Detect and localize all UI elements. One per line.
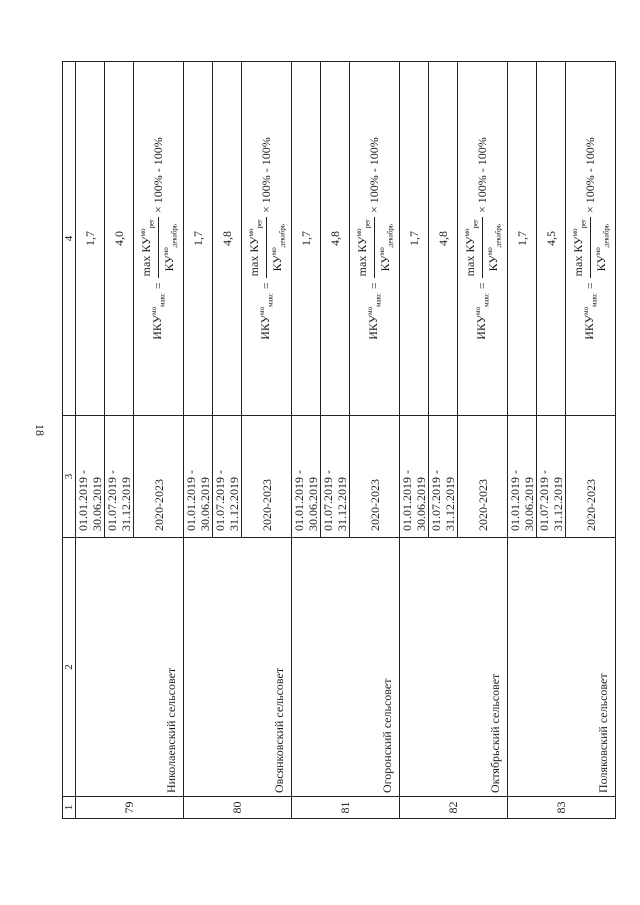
formula-fraction: [352, 217, 398, 278]
header-col-4: 4: [63, 62, 76, 416]
formula-tail: × 100% - 100%: [259, 137, 273, 213]
formula-tail: × 100% - 100%: [151, 137, 165, 213]
header-col-2: 2: [63, 538, 76, 797]
settlement-name: Овсянковский сельсовет: [184, 538, 292, 797]
period-cell: 01.07.2019 - 31.12.2019: [429, 416, 458, 538]
formula: [352, 137, 398, 340]
formula: [244, 137, 290, 340]
formula-lhs: $ИКУ^{мо}_{макс}$: [258, 293, 275, 340]
value-cell: 1,7: [76, 62, 105, 416]
formula-denominator: $КУ^{мо}_{декабрь}$: [594, 223, 611, 272]
table-row: [76, 62, 105, 819]
period-cell: 01.07.2019 - 31.12.2019: [537, 416, 566, 538]
formula-equals: =: [475, 282, 489, 290]
formula-lhs: $ИКУ^{мо}_{макс}$: [582, 293, 599, 340]
formula-denominator: $КУ^{мо}_{декабрь}$: [378, 223, 395, 272]
tariff-table: [62, 61, 616, 819]
period-cell: 01.07.2019 - 31.12.2019: [105, 416, 134, 538]
row-number: 81: [292, 797, 400, 819]
settlement-name: Николаевский сельсовет: [76, 538, 184, 797]
value-cell: 4,8: [429, 62, 458, 416]
formula-denominator: $КУ^{мо}_{декабрь}$: [162, 223, 179, 272]
formula-cell: [134, 62, 184, 416]
formula-lhs: $ИКУ^{мо}_{макс}$: [366, 293, 383, 340]
formula: [568, 137, 614, 340]
formula: [136, 137, 182, 340]
value-cell: 1,7: [508, 62, 537, 416]
formula-equals: =: [259, 282, 273, 290]
period-cell: 01.07.2019 - 31.12.2019: [213, 416, 242, 538]
formula-equals: =: [151, 282, 165, 290]
formula-tail: × 100% - 100%: [367, 137, 381, 213]
formula-fraction: [460, 217, 506, 278]
formula: [460, 137, 506, 340]
formula-cell: [242, 62, 292, 416]
formula-lhs: $ИКУ^{мо}_{макс}$: [150, 293, 167, 340]
formula-numerator: $\max КУ^{мо}_{рег}$: [244, 217, 267, 278]
settlement-name: Октябрьский сельсовет: [400, 538, 508, 797]
formula-equals: =: [367, 282, 381, 290]
settlement-name: Огоронский сельсовет: [292, 538, 400, 797]
table-row: [184, 62, 213, 819]
value-cell: 4,5: [537, 62, 566, 416]
value-cell: 4,8: [213, 62, 242, 416]
formula-numerator: $\max КУ^{мо}_{рег}$: [352, 217, 375, 278]
period-cell: 2020-2023: [350, 416, 400, 538]
value-cell: 1,7: [292, 62, 321, 416]
row-number: 83: [508, 797, 616, 819]
formula-fraction: [136, 217, 182, 278]
formula-numerator: $\max КУ^{мо}_{рег}$: [568, 217, 591, 278]
value-cell: 4,8: [321, 62, 350, 416]
formula-denominator: $КУ^{мо}_{декабрь}$: [270, 223, 287, 272]
formula-fraction: [568, 217, 614, 278]
header-row: [63, 62, 76, 819]
table-body: [76, 62, 616, 819]
period-cell: 2020-2023: [566, 416, 616, 538]
header-col-3: 3: [63, 416, 76, 538]
row-number: 82: [400, 797, 508, 819]
period-cell: 2020-2023: [134, 416, 184, 538]
formula-tail: × 100% - 100%: [583, 137, 597, 213]
page-number: 18: [33, 424, 47, 436]
period-cell: 2020-2023: [242, 416, 292, 538]
formula-tail: × 100% - 100%: [475, 137, 489, 213]
formula-cell: [566, 62, 616, 416]
formula-numerator: $\max КУ^{мо}_{рег}$: [136, 217, 159, 278]
header-col-1: 1: [63, 797, 76, 819]
settlement-name: Поляковский сельсовет: [508, 538, 616, 797]
value-cell: 4,0: [105, 62, 134, 416]
table-row: [508, 62, 537, 819]
period-cell: 01.01.2019 - 30.06.2019: [508, 416, 537, 538]
formula-cell: [458, 62, 508, 416]
table-row: [292, 62, 321, 819]
rotated-table-wrapper: [62, 62, 611, 819]
formula-numerator: $\max КУ^{мо}_{рег}$: [460, 217, 483, 278]
value-cell: 1,7: [184, 62, 213, 416]
period-cell: 01.07.2019 - 31.12.2019: [321, 416, 350, 538]
period-cell: 01.01.2019 - 30.06.2019: [76, 416, 105, 538]
formula-denominator: $КУ^{мо}_{декабрь}$: [486, 223, 503, 272]
period-cell: 01.01.2019 - 30.06.2019: [184, 416, 213, 538]
period-cell: 2020-2023: [458, 416, 508, 538]
row-number: 80: [184, 797, 292, 819]
formula-equals: =: [583, 282, 597, 290]
row-number: 79: [76, 797, 184, 819]
period-cell: 01.01.2019 - 30.06.2019: [292, 416, 321, 538]
period-cell: 01.01.2019 - 30.06.2019: [400, 416, 429, 538]
formula-fraction: [244, 217, 290, 278]
formula-lhs: $ИКУ^{мо}_{макс}$: [474, 293, 491, 340]
formula-cell: [350, 62, 400, 416]
table-row: [400, 62, 429, 819]
value-cell: 1,7: [400, 62, 429, 416]
